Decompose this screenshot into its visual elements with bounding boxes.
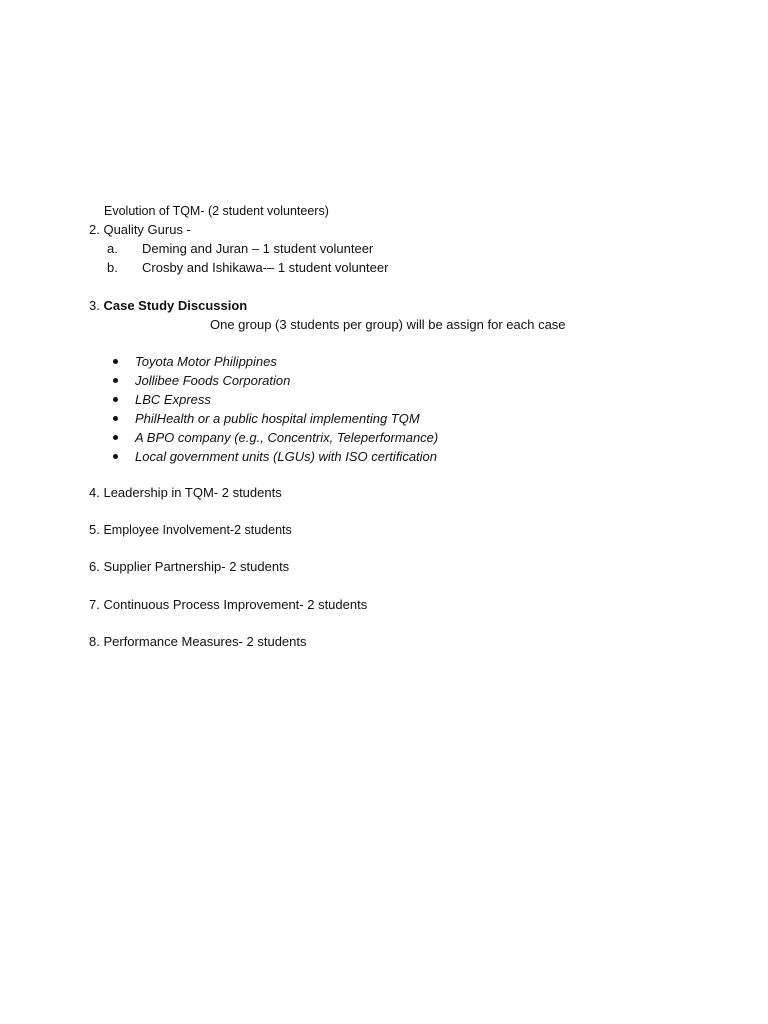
case-item-4: PhilHealth or a public hospital implementing TQM [135, 411, 420, 426]
item-2-number: 2. [89, 222, 100, 237]
item-3-title: Case Study Discussion [103, 298, 248, 313]
bullet-icon [113, 397, 118, 402]
intro-line [104, 202, 329, 220]
item-3-line [89, 297, 247, 315]
item-2-text: Quality Gurus - [103, 222, 191, 237]
item-2-line [89, 221, 191, 239]
bullet-icon [113, 359, 118, 364]
case-item-5: A BPO company (e.g., Concentrix, Teleperformance) [135, 430, 439, 445]
case-study-subtitle: One group (3 students per group) will be assign for each case [210, 317, 566, 332]
bullet-icon [113, 454, 118, 459]
item-6-number: 6. [89, 559, 100, 574]
item-4-line [89, 484, 282, 502]
item-8-number: 8. [89, 634, 100, 649]
item-6-text: Supplier Partnership- 2 students [103, 559, 290, 574]
bullet-icon [113, 378, 118, 383]
item-7-text: Continuous Process Improvement- 2 students [103, 597, 368, 612]
subitem-a-text: Deming and Juran – 1 student volunteer [142, 241, 374, 256]
bullet-icon [113, 416, 118, 421]
case-item-2: Jollibee Foods Corporation [135, 373, 291, 388]
subitem-a-marker: a. [107, 241, 118, 256]
item-5-text: Employee Involvement-2 students [103, 523, 292, 537]
item-7-number: 7. [89, 597, 100, 612]
subitem-b-text: Crosby and Ishikawa-– 1 student volunteer [142, 260, 389, 275]
item-8-text: Performance Measures- 2 students [103, 634, 307, 649]
subitem-b-marker: b. [107, 260, 118, 275]
item-4-text: Leadership in TQM- 2 students [103, 485, 282, 500]
bullet-icon [113, 435, 118, 440]
intro-text: Evolution of TQM- (2 student volunteers) [104, 204, 329, 218]
item-5-line [89, 521, 292, 539]
item-4-number: 4. [89, 485, 100, 500]
item-5-number: 5. [89, 522, 100, 537]
item-3-number: 3. [89, 298, 100, 313]
item-6-line [89, 558, 289, 576]
case-item-1: Toyota Motor Philippines [135, 354, 277, 369]
item-7-line [89, 596, 367, 614]
item-8-line [89, 633, 307, 651]
case-item-6: Local government units (LGUs) with ISO certification [135, 449, 438, 464]
case-item-3: LBC Express [135, 392, 211, 407]
